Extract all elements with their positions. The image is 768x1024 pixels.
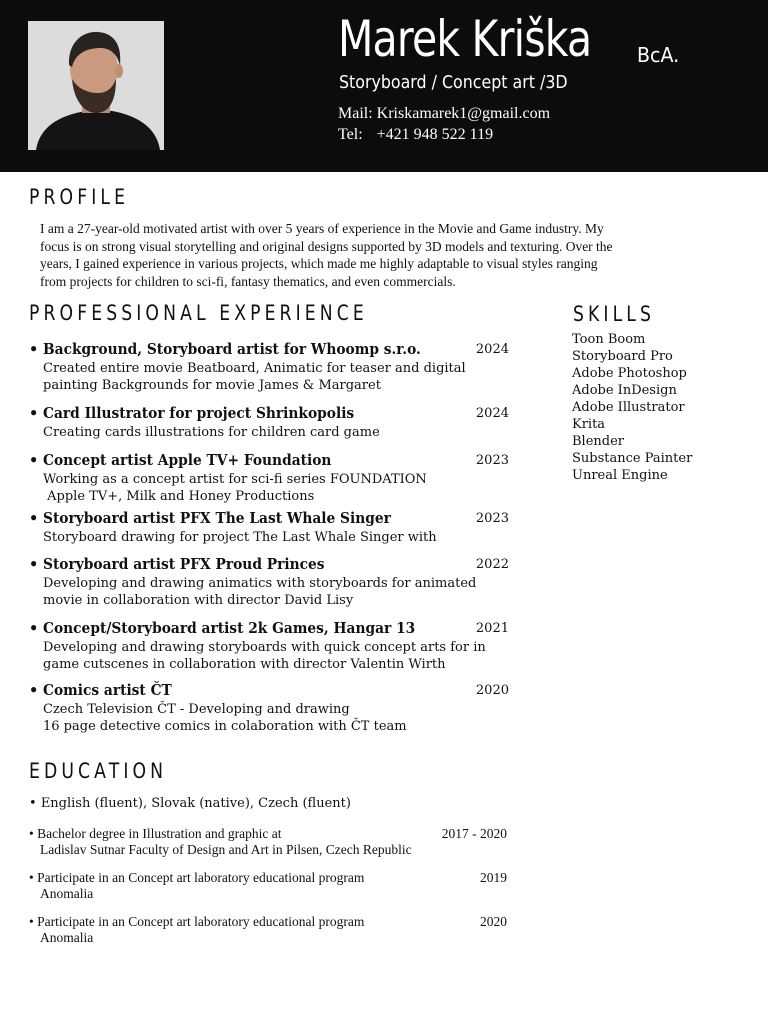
experience-title-row: • Comics artist ČT 2020 xyxy=(29,682,509,699)
experience-item xyxy=(29,452,509,505)
skill-item: Adobe Illustrator xyxy=(572,400,685,415)
experience-desc: movie in collaboration with director David Lisy xyxy=(43,593,354,608)
experience-year: 2024 xyxy=(475,342,509,357)
skill-item: Substance Painter xyxy=(572,451,693,466)
mail-label: Mail: xyxy=(338,105,373,122)
experience-title: Card Illustrator for project Shrinkopolis xyxy=(43,405,355,422)
education-row: • Participate in an Concept art laboratory educational program 2019 xyxy=(29,870,507,885)
skill-item: Adobe InDesign xyxy=(572,383,677,398)
experience-desc: 16 page detective comics in colaboration with ČT team xyxy=(43,719,407,734)
education-year: 2017 - 2020 xyxy=(441,826,507,841)
candidate-name: Marek Kriška xyxy=(338,10,592,68)
experience-year: 2024 xyxy=(475,406,509,421)
experience-year: 2020 xyxy=(475,683,509,698)
experience-item xyxy=(29,682,509,735)
education-row: • Participate in an Concept art laboratory educational program 2020 xyxy=(29,914,507,929)
experience-title-row: • Background, Storyboard artist for Whoomp s.r.o. 2024 xyxy=(29,341,509,358)
experience-desc: game cutscenes in collaboration with director Valentin Wirth xyxy=(43,657,446,672)
experience-desc: Storyboard drawing for project The Last Whale Singer with xyxy=(43,530,437,545)
profile-line: from projects for children to sci-fi, fantasy thematics, and even commercials. xyxy=(40,273,456,289)
tel-label: Tel: xyxy=(338,126,363,143)
experience-desc: Created entire movie Beatboard, Animatic for teaser and digital xyxy=(43,361,466,376)
experience-title: Storyboard artist PFX Proud Princes xyxy=(43,556,325,573)
tel-value[interactable]: +421 948 522 119 xyxy=(376,126,494,143)
skills-list xyxy=(572,331,692,484)
contact-phone xyxy=(338,126,493,144)
experience-year: 2023 xyxy=(475,453,509,468)
education-row: • Bachelor degree in Illustration and graphic at 2017 - 2020 xyxy=(29,826,507,841)
experience-title: Storyboard artist PFX The Last Whale Singer xyxy=(43,510,392,527)
profile-line: focus is on strong visual storytelling and original designs supported by 3D models and texturing. Over the xyxy=(40,238,613,254)
profile-text xyxy=(40,220,720,290)
education-item xyxy=(29,826,507,857)
skill-item: Unreal Engine xyxy=(572,468,668,483)
education-text: Participate in an Concept art laboratory educational program xyxy=(37,914,365,929)
education-sub: Anomalia xyxy=(40,885,94,901)
experience-desc: Czech Television ČT - Developing and drawing xyxy=(43,702,350,717)
education-sub: Anomalia xyxy=(40,929,94,945)
experience-title: Concept/Storyboard artist 2k Games, Hangar 13 xyxy=(43,620,416,637)
experience-title-row: • Storyboard artist PFX Proud Princes 2022 xyxy=(29,556,509,573)
experience-desc: Working as a concept artist for sci-fi series FOUNDATION xyxy=(43,472,427,487)
experience-title: Background, Storyboard artist for Whoomp s.r.o. xyxy=(43,341,422,358)
profile-heading: PROFILE xyxy=(29,185,130,209)
profile-line: I am a 27-year-old motivated artist with over 5 years of experience in the Movie and Game industry. My xyxy=(40,221,604,236)
profile-line: years, I gained experience in various projects, which made me highly adaptable to visual styles ranging xyxy=(40,256,598,271)
education-text: Participate in an Concept art laboratory educational program xyxy=(37,870,365,885)
mail-value[interactable]: Kriskamarek1@gmail.com xyxy=(376,105,551,122)
education-sub: Ladislav Sutnar Faculty of Design and Art in Pilsen, Czech Republic xyxy=(40,841,412,857)
experience-title: Comics artist ČT xyxy=(43,682,173,699)
job-role: Storyboard / Concept art /3D xyxy=(339,72,568,93)
header-banner xyxy=(0,0,768,172)
experience-item xyxy=(29,405,509,441)
experience-desc: Creating cards illustrations for children card game xyxy=(43,425,380,440)
experience-year: 2021 xyxy=(475,621,509,636)
experience-title-row: • Concept/Storyboard artist 2k Games, Hangar 13 2021 xyxy=(29,620,509,637)
skill-item: Toon Boom xyxy=(572,332,646,347)
education-heading: EDUCATION xyxy=(29,759,168,783)
skill-item: Adobe Photoshop xyxy=(572,366,687,381)
education-text: Bachelor degree in Illustration and graphic at xyxy=(37,826,282,841)
education-year: 2020 xyxy=(480,914,507,929)
skills-heading: SKILLS xyxy=(573,302,656,326)
skill-item: Blender xyxy=(572,434,625,449)
experience-desc: Apple TV+, Milk and Honey Productions xyxy=(43,489,315,504)
languages-item: • English (fluent), Slovak (native), Czech (fluent) xyxy=(29,796,351,811)
experience-heading: PROFESSIONAL EXPERIENCE xyxy=(29,301,368,325)
experience-title-row: • Concept artist Apple TV+ Foundation 2023 xyxy=(29,452,509,469)
experience-item xyxy=(29,620,509,673)
skill-item: Krita xyxy=(572,417,606,432)
experience-item xyxy=(29,341,509,394)
portrait-photo xyxy=(28,21,164,150)
experience-title: Concept artist Apple TV+ Foundation xyxy=(43,452,332,469)
education-item xyxy=(29,870,507,901)
experience-year: 2022 xyxy=(475,557,509,572)
experience-desc: Developing and drawing storyboards with quick concept arts for in xyxy=(43,640,486,655)
experience-desc: Developing and drawing animatics with storyboards for animated xyxy=(43,576,477,591)
contact-mail xyxy=(338,105,550,123)
experience-year: 2023 xyxy=(475,511,509,526)
experience-title-row: • Card Illustrator for project Shrinkopolis 2024 xyxy=(29,405,509,422)
experience-desc: painting Backgrounds for movie James & Margaret xyxy=(43,378,381,393)
experience-item xyxy=(29,556,509,609)
experience-title-row: • Storyboard artist PFX The Last Whale Singer 2023 xyxy=(29,510,509,527)
portrait-illustration xyxy=(28,21,164,150)
experience-item xyxy=(29,510,509,546)
education-item xyxy=(29,914,507,945)
skill-item: Storyboard Pro xyxy=(572,349,673,364)
academic-degree: BcA. xyxy=(637,43,680,67)
languages-text: English (fluent), Slovak (native), Czech (fluent) xyxy=(40,796,351,811)
education-year: 2019 xyxy=(480,870,507,885)
